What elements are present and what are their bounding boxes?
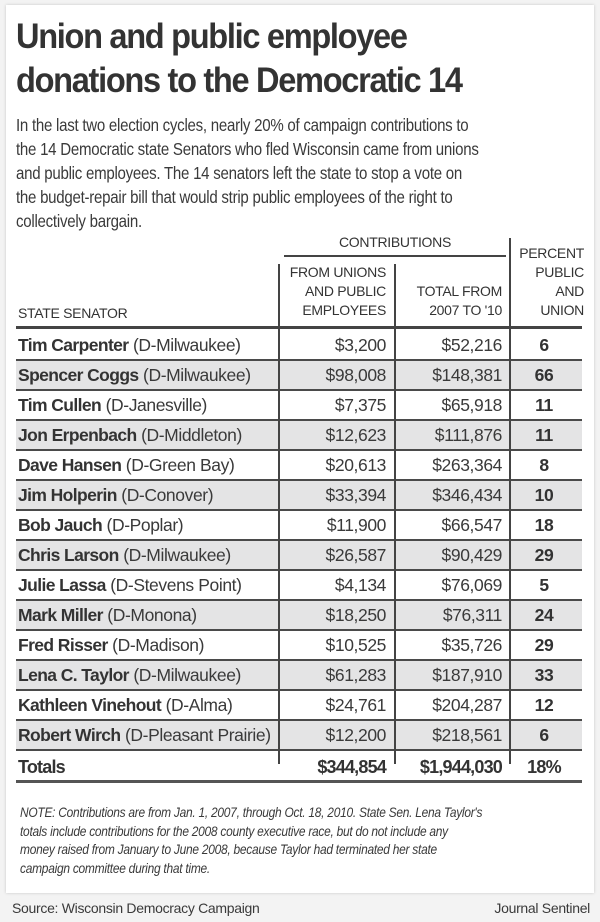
total-amount-cell [396,421,502,449]
unions-amount: $3,200 [334,335,386,355]
percent-value: 6 [539,335,549,355]
unions-amount: $11,900 [326,515,386,535]
footnote-line: NOTE: Contributions are from Jan. 1, 2007, through Oct. 18, 2010. State Sen. Lena Taylor's [20,805,483,820]
senator-name: Mark Miller [18,605,103,625]
senator-district: (D-Madison) [112,635,205,655]
senator-district: (D-Monona) [107,605,197,625]
senator-cell [18,571,276,599]
senator-district: (D-Conover) [121,485,214,505]
unions-amount: $33,394 [325,485,386,505]
percent-value: 24 [534,605,554,625]
senator-cell [18,661,276,689]
column-divider [394,264,396,764]
header-state-senator: STATE SENATOR [18,305,128,321]
senator-district: (D-Milwaukee) [133,665,241,685]
header-rule [16,326,582,329]
table-row [16,451,582,481]
senator-cell [18,451,276,479]
table-row [16,721,582,751]
percent-value: 66 [534,365,554,385]
total-amount: $346,434 [432,485,502,505]
header-line: AND [555,283,584,299]
senator-cell [18,691,276,719]
senator-name: Bob Jauch [18,515,103,535]
total-amount: $52,216 [441,335,502,355]
unions-amount-cell [280,571,386,599]
senator-cell [18,331,276,359]
table-row [16,661,582,691]
senator-cell [18,361,276,389]
headline-line: Union and public employee [16,17,407,56]
senator-name: Kathleen Vinehout [18,695,162,715]
table-row [16,511,582,541]
senator-name: Dave Hansen [18,455,122,475]
intro-line: the budget-repair bill that would strip public employees of the right to [16,187,453,207]
table-row [16,571,582,601]
publisher-credit: Journal Sentinel [494,900,590,916]
intro-line: collectively bargain. [16,211,142,231]
total-amount: $111,876 [434,425,502,445]
senator-cell [18,511,276,539]
senator-name: Jon Erpenbach [18,425,137,445]
header-line: PERCENT [519,245,584,261]
header-line: UNION [540,302,584,318]
totals-unions-cell [280,751,386,781]
headline-line: donations to the Democratic 14 [16,61,462,100]
senator-cell [18,391,276,419]
unions-amount-cell [280,481,386,509]
total-amount-cell [396,691,502,719]
header-total [398,282,502,320]
header-line: EMPLOYEES [302,302,386,318]
unions-amount: $20,613 [325,455,386,475]
unions-amount: $7,375 [334,395,386,415]
total-amount-cell [396,481,502,509]
totals-unions: $344,854 [317,757,386,777]
senator-district: (D-Janesville) [105,395,207,415]
unions-amount: $61,283 [325,665,386,685]
total-amount-cell [396,721,502,749]
unions-amount-cell [280,601,386,629]
unions-amount: $10,525 [325,635,386,655]
total-amount: $204,287 [432,695,502,715]
unions-amount-cell [280,421,386,449]
senator-district: (D-Milwaukee) [143,365,251,385]
total-amount-cell [396,601,502,629]
unions-amount: $26,587 [325,545,386,565]
senator-cell [18,631,276,659]
unions-amount-cell [280,361,386,389]
senator-district: (D-Middleton) [141,425,242,445]
total-amount-cell [396,631,502,659]
senator-district: (D-Alma) [165,695,233,715]
percent-value: 8 [539,455,549,475]
header-line: PUBLIC [535,264,584,280]
totals-label: Totals [18,757,65,777]
unions-amount: $24,761 [325,695,386,715]
unions-amount-cell [280,331,386,359]
footnote-line: campaign committee during that time. [20,860,210,876]
unions-amount-cell [280,691,386,719]
unions-amount: $18,250 [325,605,386,625]
senator-name: Julie Lassa [18,575,106,595]
total-amount: $90,429 [441,545,502,565]
total-amount-cell [396,511,502,539]
senator-name: Jim Holperin [18,485,117,505]
unions-amount-cell [280,661,386,689]
percent-value: 6 [539,725,549,745]
percent-value: 11 [535,425,553,445]
total-amount-cell [396,391,502,419]
percent-value: 29 [534,635,554,655]
footnote [20,804,586,878]
senator-cell [18,481,276,509]
total-amount: $65,918 [441,395,502,415]
senator-name: Robert Wirch [18,725,121,745]
contributions-table [16,331,582,783]
total-amount-cell [396,541,502,569]
column-divider [509,238,511,764]
header-line: 2007 TO '10 [429,302,502,318]
senator-cell [18,721,276,749]
unions-amount-cell [280,511,386,539]
senator-district: (D-Green Bay) [125,455,235,475]
infographic-card [6,5,594,893]
senator-name: Tim Cullen [18,395,102,415]
footnote-line: money raised from January to June 2008, because Taylor had terminated her state [20,842,437,857]
unions-amount: $4,134 [334,575,386,595]
intro-line: and public employees. The 14 senators left the state to stop a vote on [16,163,463,183]
senator-name: Spencer Coggs [18,365,139,385]
total-amount-cell [396,661,502,689]
unions-amount-cell [280,451,386,479]
senator-cell [18,421,276,449]
senator-name: Chris Larson [18,545,119,565]
header-from-unions [282,263,386,320]
header-line: TOTAL FROM [416,283,502,299]
total-amount: $76,069 [441,575,502,595]
total-amount-cell [396,331,502,359]
contributions-underline [284,255,506,257]
totals-total: $1,944,030 [419,757,502,777]
table-row [16,601,582,631]
totals-percent: 18% [527,757,561,777]
senator-district: (D-Stevens Point) [110,575,242,595]
header-percent [514,244,584,320]
source-credit: Source: Wisconsin Democracy Campaign [12,900,260,916]
senator-district: (D-Milwaukee) [123,545,231,565]
senator-district: (D-Milwaukee) [133,335,241,355]
total-amount-cell [396,571,502,599]
unions-amount-cell [280,541,386,569]
unions-amount: $98,008 [325,365,386,385]
intro-line: the 14 Democratic state Senators who fled Wisconsin came from unions [16,139,479,159]
unions-amount: $12,623 [325,425,386,445]
header-line: AND PUBLIC [304,283,386,299]
table-row [16,421,582,451]
total-amount-cell [396,361,502,389]
total-amount: $218,561 [432,725,502,745]
table-row [16,481,582,511]
totals-row [16,751,582,783]
senator-district: (D-Poplar) [106,515,184,535]
intro-line: In the last two election cycles, nearly 20% of campaign contributions to [16,115,469,135]
table-row [16,391,582,421]
total-amount: $66,547 [441,515,502,535]
totals-total-cell [396,751,502,781]
table-row [16,541,582,571]
column-divider [278,264,280,764]
senator-name: Tim Carpenter [18,335,129,355]
senator-name: Fred Risser [18,635,108,655]
percent-value: 10 [534,485,554,505]
senator-name: Lena C. Taylor [18,665,129,685]
unions-amount-cell [280,391,386,419]
unions-amount-cell [280,721,386,749]
total-amount: $187,910 [432,665,502,685]
headline [16,15,586,103]
total-amount: $76,311 [442,605,502,625]
percent-value: 33 [534,665,554,685]
header-contributions: CONTRIBUTIONS [339,234,451,250]
total-amount-cell [396,451,502,479]
table-row [16,361,582,391]
footnote-line: totals include contributions for the 2008 county executive race, but do not include any [20,823,448,839]
header-line: FROM UNIONS [289,264,386,280]
percent-value: 5 [539,575,549,595]
senator-district: (D-Pleasant Prairie) [124,725,271,745]
percent-value: 18 [534,515,554,535]
total-amount: $148,381 [432,365,502,385]
intro-paragraph [16,113,584,233]
table-row [16,331,582,361]
percent-value: 12 [534,695,554,715]
table-row [16,691,582,721]
senator-cell [18,601,276,629]
senator-cell [18,541,276,569]
unions-amount: $12,200 [325,725,386,745]
percent-value: 29 [534,545,554,565]
percent-value: 11 [535,395,553,415]
total-amount: $35,726 [441,635,502,655]
unions-amount-cell [280,631,386,659]
total-amount: $263,364 [432,455,502,475]
table-row [16,631,582,661]
